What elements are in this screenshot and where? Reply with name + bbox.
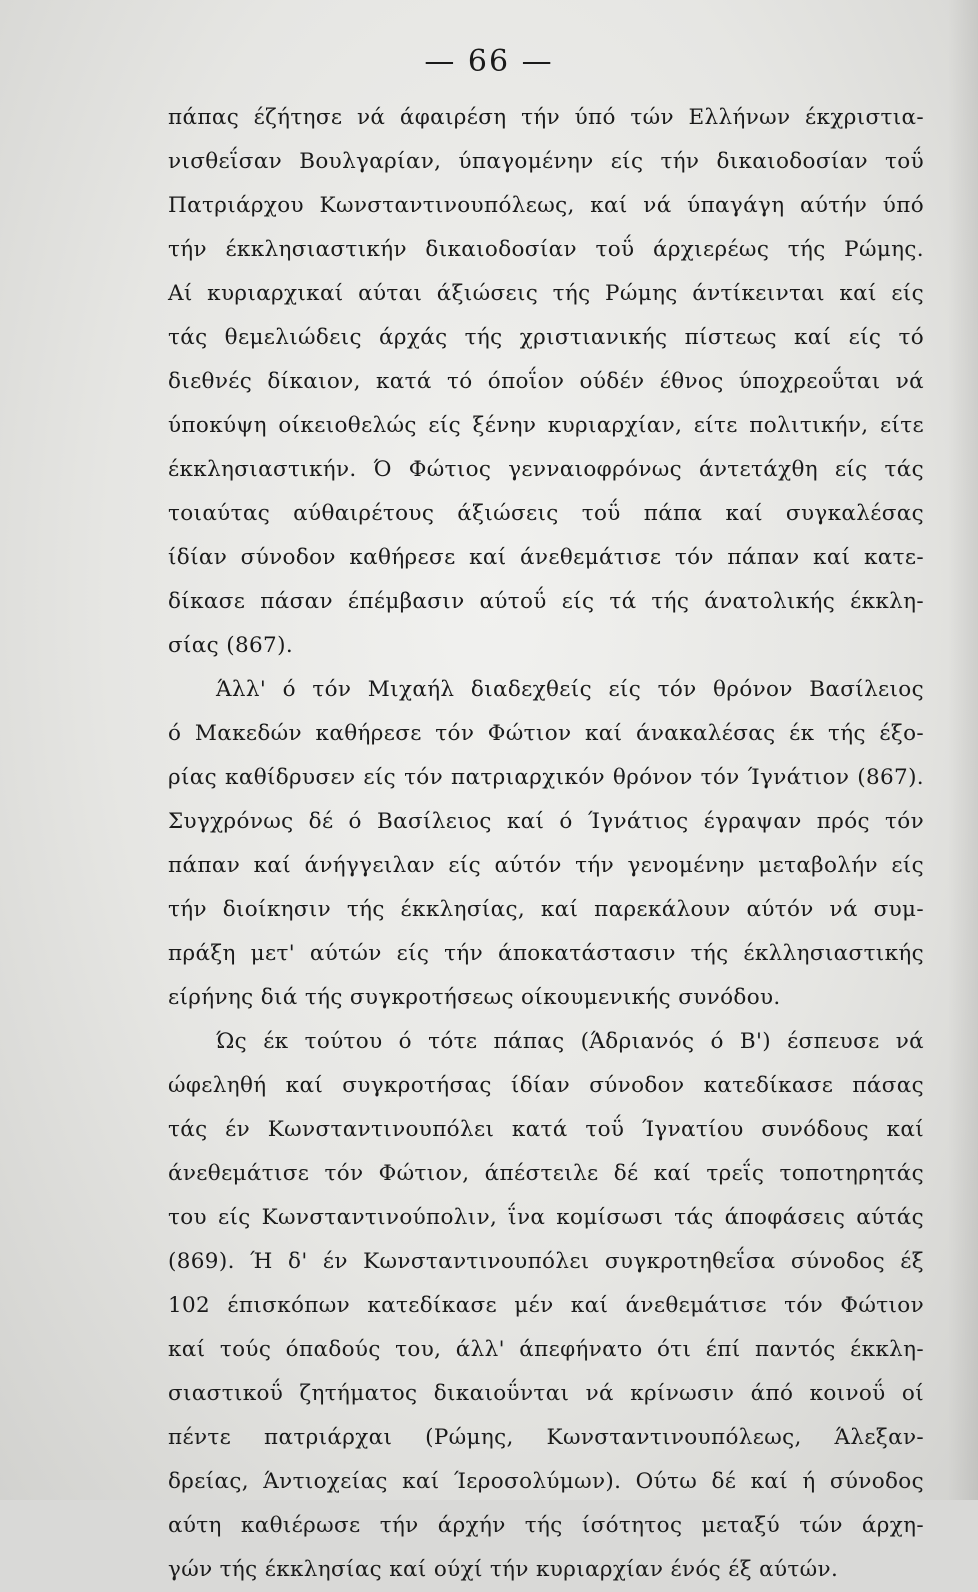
text-line: ό Μακεδών καθήρεσε τόν Φώτιον καί άνακαλέσας έκ τής έξο- [168,721,924,746]
text-line: πέντε πατριάρχαι (Ρώμης, Κωνσταντινουπόλεως, Άλεξαν- [168,1425,924,1450]
text-line: Ώς έκ τούτου ό τότε πάπας (Άδριανός ό Β') έσπευσε νά [216,1029,924,1054]
page-edge-shadow [948,0,978,1500]
text-line: ίδίαν σύνοδον καθήρεσε καί άνεθεμάτισε τόν πάπαν καί κατε- [168,545,924,570]
text-line: έκκλησιαστικήν. Ό Φώτιος γενναιοφρόνως άντετάχθη είς τάς [168,457,924,482]
text-line: σιαστικοΰ ζητήματος δικαιοΰνται νά κρίνωσιν άπό κοινοΰ οί [168,1381,924,1406]
text-line: πράξη μετ' αύτών είς τήν άποκατάστασιν τής έκλλησιαστικής [168,941,924,966]
text-line: ρίας καθίδρυσεν είς τόν πατριαρχικόν θρόνον τόν Ίγνάτιον (867). [168,765,924,790]
text-line: δίκασε πάσαν έπέμβασιν αύτοΰ είς τά τής άνατολικής έκκλη- [168,589,924,614]
text-line: δρείας, Άντιοχείας καί Ίεροσολύμων). Ούτω δέ καί ή σύνοδος [168,1469,924,1494]
text-line: πάπαν καί άνήγγειλαν είς αύτόν τήν γενομένην μεταβολήν είς [168,853,924,878]
text-line: τήν διοίκησιν τής έκκλησίας, καί παρεκάλουν αύτόν νά συμ- [168,897,924,922]
text-line: διεθνές δίκαιον, κατά τό όποΐον ούδέν έθνος ύποχρεοΰται νά [168,369,924,394]
text-line: σίας (867). [168,633,293,658]
text-line: αύτη καθιέρωσε τήν άρχήν τής ίσότητος μεταξύ τών άρχη- [168,1513,924,1538]
text-line: γών τής έκκλησίας καί ούχί τήν κυριαρχίαν ένός έξ αύτών. [168,1557,839,1582]
text-line: τοιαύτας αύθαιρέτους άξιώσεις τοΰ πάπα καί συγκαλέσας [168,501,924,526]
text-line: καί τούς όπαδούς του, άλλ' άπεφήνατο ότι έπί παντός έκκλη- [168,1337,924,1362]
page-number: — 66 — [424,44,554,79]
text-line: Άλλ' ό τόν Μιχαήλ διαδεχθείς είς τόν θρόνον Βασίλειος [216,677,924,702]
text-line: του είς Κωνσταντινούπολιν, ΐνα κομίσωσι τάς άποφάσεις αύτάς [168,1205,924,1230]
text-line: τάς έν Κωνσταντινουπόλει κατά τοΰ Ίγνατίου συνόδους καί [168,1117,924,1142]
text-line: Αί κυριαρχικαί αύται άξιώσεις τής Ρώμης άντίκεινται καί είς [168,281,924,306]
body-text [168,96,924,1592]
text-line: άνεθεμάτισε τόν Φώτιον, άπέστειλε δέ καί τρεΐς τοποτηρητάς [168,1161,924,1186]
text-line: τήν έκκλησιαστικήν δικαιοδοσίαν τοΰ άρχιερέως τής Ρώμης. [168,237,924,262]
text-line: ύποκύψη οίκειοθελώς είς ξένην κυριαρχίαν, είτε πολιτικήν, είτε [168,413,924,438]
text-line: νισθεΐσαν Βουλγαρίαν, ύπαγομένην είς τήν δικαιοδοσίαν τοΰ [168,149,924,174]
text-line: είρήνης διά τής συγκροτήσεως οίκουμενικής συνόδου. [168,985,781,1010]
text-line: 102 έπισκόπων κατεδίκασε μέν καί άνεθεμάτισε τόν Φώτιον [168,1293,924,1318]
text-line: Πατριάρχου Κωνσταντινουπόλεως, καί νά ύπαγάγη αύτήν ύπό [168,193,924,218]
text-line: ώφεληθή καί συγκροτήσας ίδίαν σύνοδον κατεδίκασε πάσας [168,1073,924,1098]
text-line: (869). Ή δ' έν Κωνσταντινουπόλει συγκροτηθεΐσα σύνοδος έξ [168,1249,924,1274]
text-line: πάπας έζήτησε νά άφαιρέση τήν ύπό τών Ελλήνων έκχριστια- [168,105,924,130]
text-line: τάς θεμελιώδεις άρχάς τής χριστιανικής πίστεως καί είς τό [168,325,924,350]
text-line: Συγχρόνως δέ ό Βασίλειος καί ό Ίγνάτιος έγραψαν πρός τόν [168,809,924,834]
